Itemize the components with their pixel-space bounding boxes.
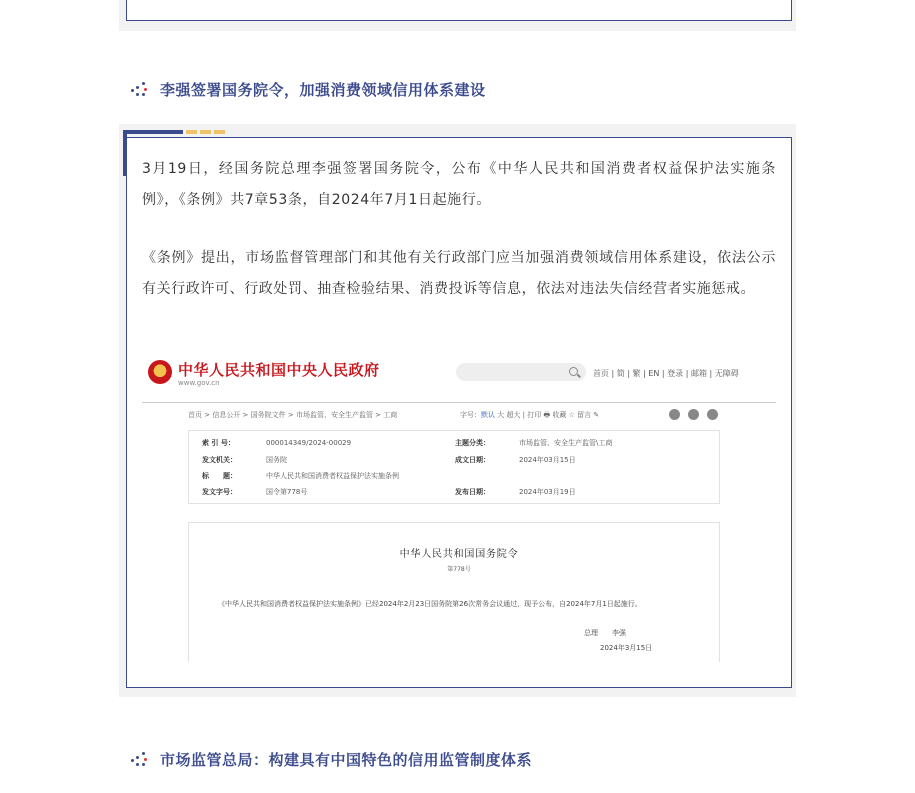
document-title: 中华人民共和国国务院令 xyxy=(399,549,519,560)
section-title: 市场监管总局：构建具有中国特色的信用监管制度体系 xyxy=(160,751,533,769)
meta-issuer: 发文机关： 国务院 xyxy=(202,456,287,464)
section-heading-2 xyxy=(130,749,532,770)
dots-icon xyxy=(130,751,148,769)
document-signature: 总理 李强 xyxy=(584,629,626,637)
section-heading-1 xyxy=(130,79,486,100)
card-accent-bar xyxy=(123,130,183,134)
site-domain: www.gov.cn xyxy=(178,379,220,387)
search-input[interactable] xyxy=(456,363,586,381)
page-tools-rest[interactable]: 大 超大 | 打印 🖶 收藏 ☆ 留言 ✎ xyxy=(497,411,600,419)
document-date: 2024年3月15日 xyxy=(600,644,653,652)
previous-card xyxy=(126,0,792,21)
document-body-box xyxy=(188,522,720,662)
weibo-share-icon[interactable] xyxy=(669,409,680,420)
embedded-screenshot xyxy=(142,352,776,662)
document-number: 第778号 xyxy=(447,566,471,573)
wechat-share-icon[interactable] xyxy=(688,409,699,420)
divider xyxy=(142,402,776,403)
font-size-label: 字号： xyxy=(460,411,481,419)
national-emblem-icon xyxy=(148,360,172,384)
page-tools[interactable] xyxy=(460,410,599,422)
meta-docno: 发文字号： 国令第778号 xyxy=(202,488,308,496)
document-text: 《中华人民共和国消费者权益保护法实施条例》已经2024年2月23日国务院第26次常务会议通过，现予公布，自2024年7月1日起施行。 xyxy=(218,600,642,608)
card-accent-dashes xyxy=(186,130,226,134)
meta-published: 发布日期： 2024年03月19日 xyxy=(455,488,576,496)
meta-index: 索 引 号： 000014349/2024-00029 xyxy=(202,439,352,447)
meta-title: 标 题： 中华人民共和国消费者权益保护法实施条例 xyxy=(202,472,399,480)
article-paragraph-2: 《条例》提出，市场监督管理部门和其他有关行政部门应当加强消费领域信用体系建设，依法公示有关行政许可、行政处罚、抽查检验结果、消费投诉等信息，依法对违法失信经营者实施惩戒。 xyxy=(142,250,776,297)
meta-created: 成文日期： 2024年03月15日 xyxy=(455,456,576,464)
top-links[interactable]: 首页 | 简 | 繁 | EN | 登录 | 邮箱 | 无障碍 xyxy=(593,369,739,378)
dots-icon xyxy=(130,81,148,99)
favorite-share-icon[interactable] xyxy=(707,409,718,420)
article-paragraph-1: 3月19日，经国务院总理李强签署国务院令，公布《中华人民共和国消费者权益保护法实施条例》，《条例》共7章53条，自2024年7月1日起施行。 xyxy=(142,161,776,208)
font-default-option[interactable]: 默认 xyxy=(481,411,495,419)
site-title: 中华人民共和国中央人民政府 xyxy=(178,361,380,379)
breadcrumb[interactable]: 首页 > 信息公开 > 国务院文件 > 市场监管、安全生产监管 > 工商 xyxy=(188,411,398,419)
card-accent-side xyxy=(123,130,127,176)
section-title: 李强签署国务院令，加强消费领域信用体系建设 xyxy=(160,81,486,99)
search-icon[interactable] xyxy=(569,367,578,376)
meta-category: 主题分类： 市场监管、安全生产监管\工商 xyxy=(455,439,613,447)
